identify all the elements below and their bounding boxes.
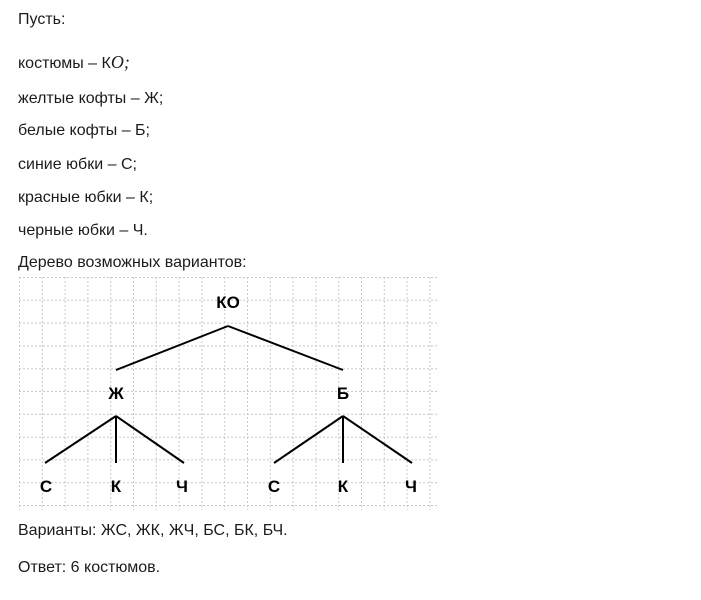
node-yellow: Ж (108, 384, 124, 403)
definition-white: белые кофты – Б; (18, 122, 150, 139)
definition-yellow: желтые кофты – Ж; (18, 90, 164, 107)
definition-suits-label: костюмы – К (18, 55, 111, 72)
edge-root-yellow (116, 326, 228, 370)
intro-text: Пусть: (18, 11, 66, 28)
definition-suits-math: О (110, 52, 124, 72)
leaf-white-black: Ч (405, 477, 417, 496)
leaf-white-blue: С (267, 477, 281, 496)
tree-heading: Дерево возможных вариантов: (18, 254, 247, 271)
definition-blue: синие юбки – С; (18, 156, 137, 173)
edge-yellow-black (116, 416, 184, 463)
leaf-yellow-red: К (110, 477, 122, 496)
edge-root-white (228, 326, 343, 370)
definition-red: красные юбки – К; (18, 189, 154, 206)
node-root: КО (216, 293, 240, 312)
definition-suits (18, 52, 130, 74)
leaf-yellow-black: Ч (176, 477, 188, 496)
tree-edges (45, 326, 412, 463)
edge-white-black (343, 416, 412, 463)
variants-text: Варианты: ЖС, ЖК, ЖЧ, БС, БК, БЧ. (18, 522, 288, 539)
edge-white-blue (274, 416, 343, 463)
answer-text: Ответ: 6 костюмов. (18, 559, 161, 576)
leaf-white-red: К (337, 477, 349, 496)
definition-black: черные юбки – Ч. (18, 222, 148, 239)
leaf-yellow-blue: С (39, 477, 53, 496)
node-white: Б (336, 384, 350, 403)
definition-suits-end: ; (123, 52, 130, 72)
variant-tree-diagram (19, 277, 439, 510)
edge-yellow-blue (45, 416, 116, 463)
